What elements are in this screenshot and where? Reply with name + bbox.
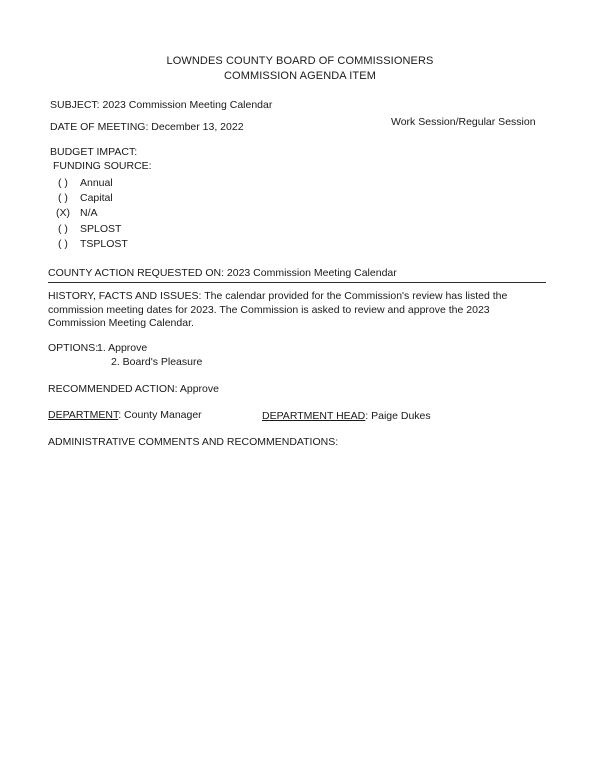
funding-option-label: TSPLOST <box>80 238 128 250</box>
budget-impact-label: BUDGET IMPACT: <box>50 146 138 158</box>
history-facts-issues: HISTORY, FACTS AND ISSUES: The calendar provided for the Commission's review has listed the commission meeting dates for 2023. The Commission is asked to review and approve the 2023 Commission Meeting Calendar. <box>48 290 508 330</box>
administrative-comments: ADMINISTRATIVE COMMENTS AND RECOMMENDATIONS: <box>48 436 339 448</box>
options-label: OPTIONS: <box>48 342 99 354</box>
department-label: DEPARTMENT <box>48 409 119 421</box>
department-head-value: : Paige Dukes <box>365 410 431 422</box>
funding-option-checkbox: ( ) <box>58 177 68 189</box>
county-action-requested: COUNTY ACTION REQUESTED ON: 2023 Commission Meeting Calendar <box>48 267 397 279</box>
department-field <box>48 409 202 421</box>
session-type: Work Session/Regular Session <box>391 116 536 128</box>
document-subtitle: COMMISSION AGENDA ITEM <box>224 70 376 82</box>
recommended-action: RECOMMENDED ACTION: Approve <box>48 383 219 395</box>
funding-option-checkbox: ( ) <box>58 223 68 235</box>
section-divider <box>48 282 546 283</box>
funding-option-checkbox: ( ) <box>58 192 68 204</box>
document-title: LOWNDES COUNTY BOARD OF COMMISSIONERS <box>166 55 434 67</box>
funding-option-label: N/A <box>80 207 98 219</box>
department-head-label: DEPARTMENT HEAD <box>262 410 366 422</box>
department-value: : County Manager <box>118 409 202 421</box>
subject-line: SUBJECT: 2023 Commission Meeting Calendar <box>50 99 273 111</box>
funding-option-checkbox: (X) <box>56 207 70 219</box>
funding-option-label: Annual <box>80 177 113 189</box>
date-of-meeting: DATE OF MEETING: December 13, 2022 <box>50 121 244 133</box>
funding-option-checkbox: ( ) <box>58 238 68 250</box>
funding-option-label: Capital <box>80 192 113 204</box>
option-item-approve: 1. Approve <box>97 342 148 354</box>
department-head-field <box>262 410 431 422</box>
funding-source-label: FUNDING SOURCE: <box>53 160 152 172</box>
funding-option-label: SPLOST <box>80 223 122 235</box>
option-item-boards-pleasure: 2. Board's Pleasure <box>111 356 203 368</box>
